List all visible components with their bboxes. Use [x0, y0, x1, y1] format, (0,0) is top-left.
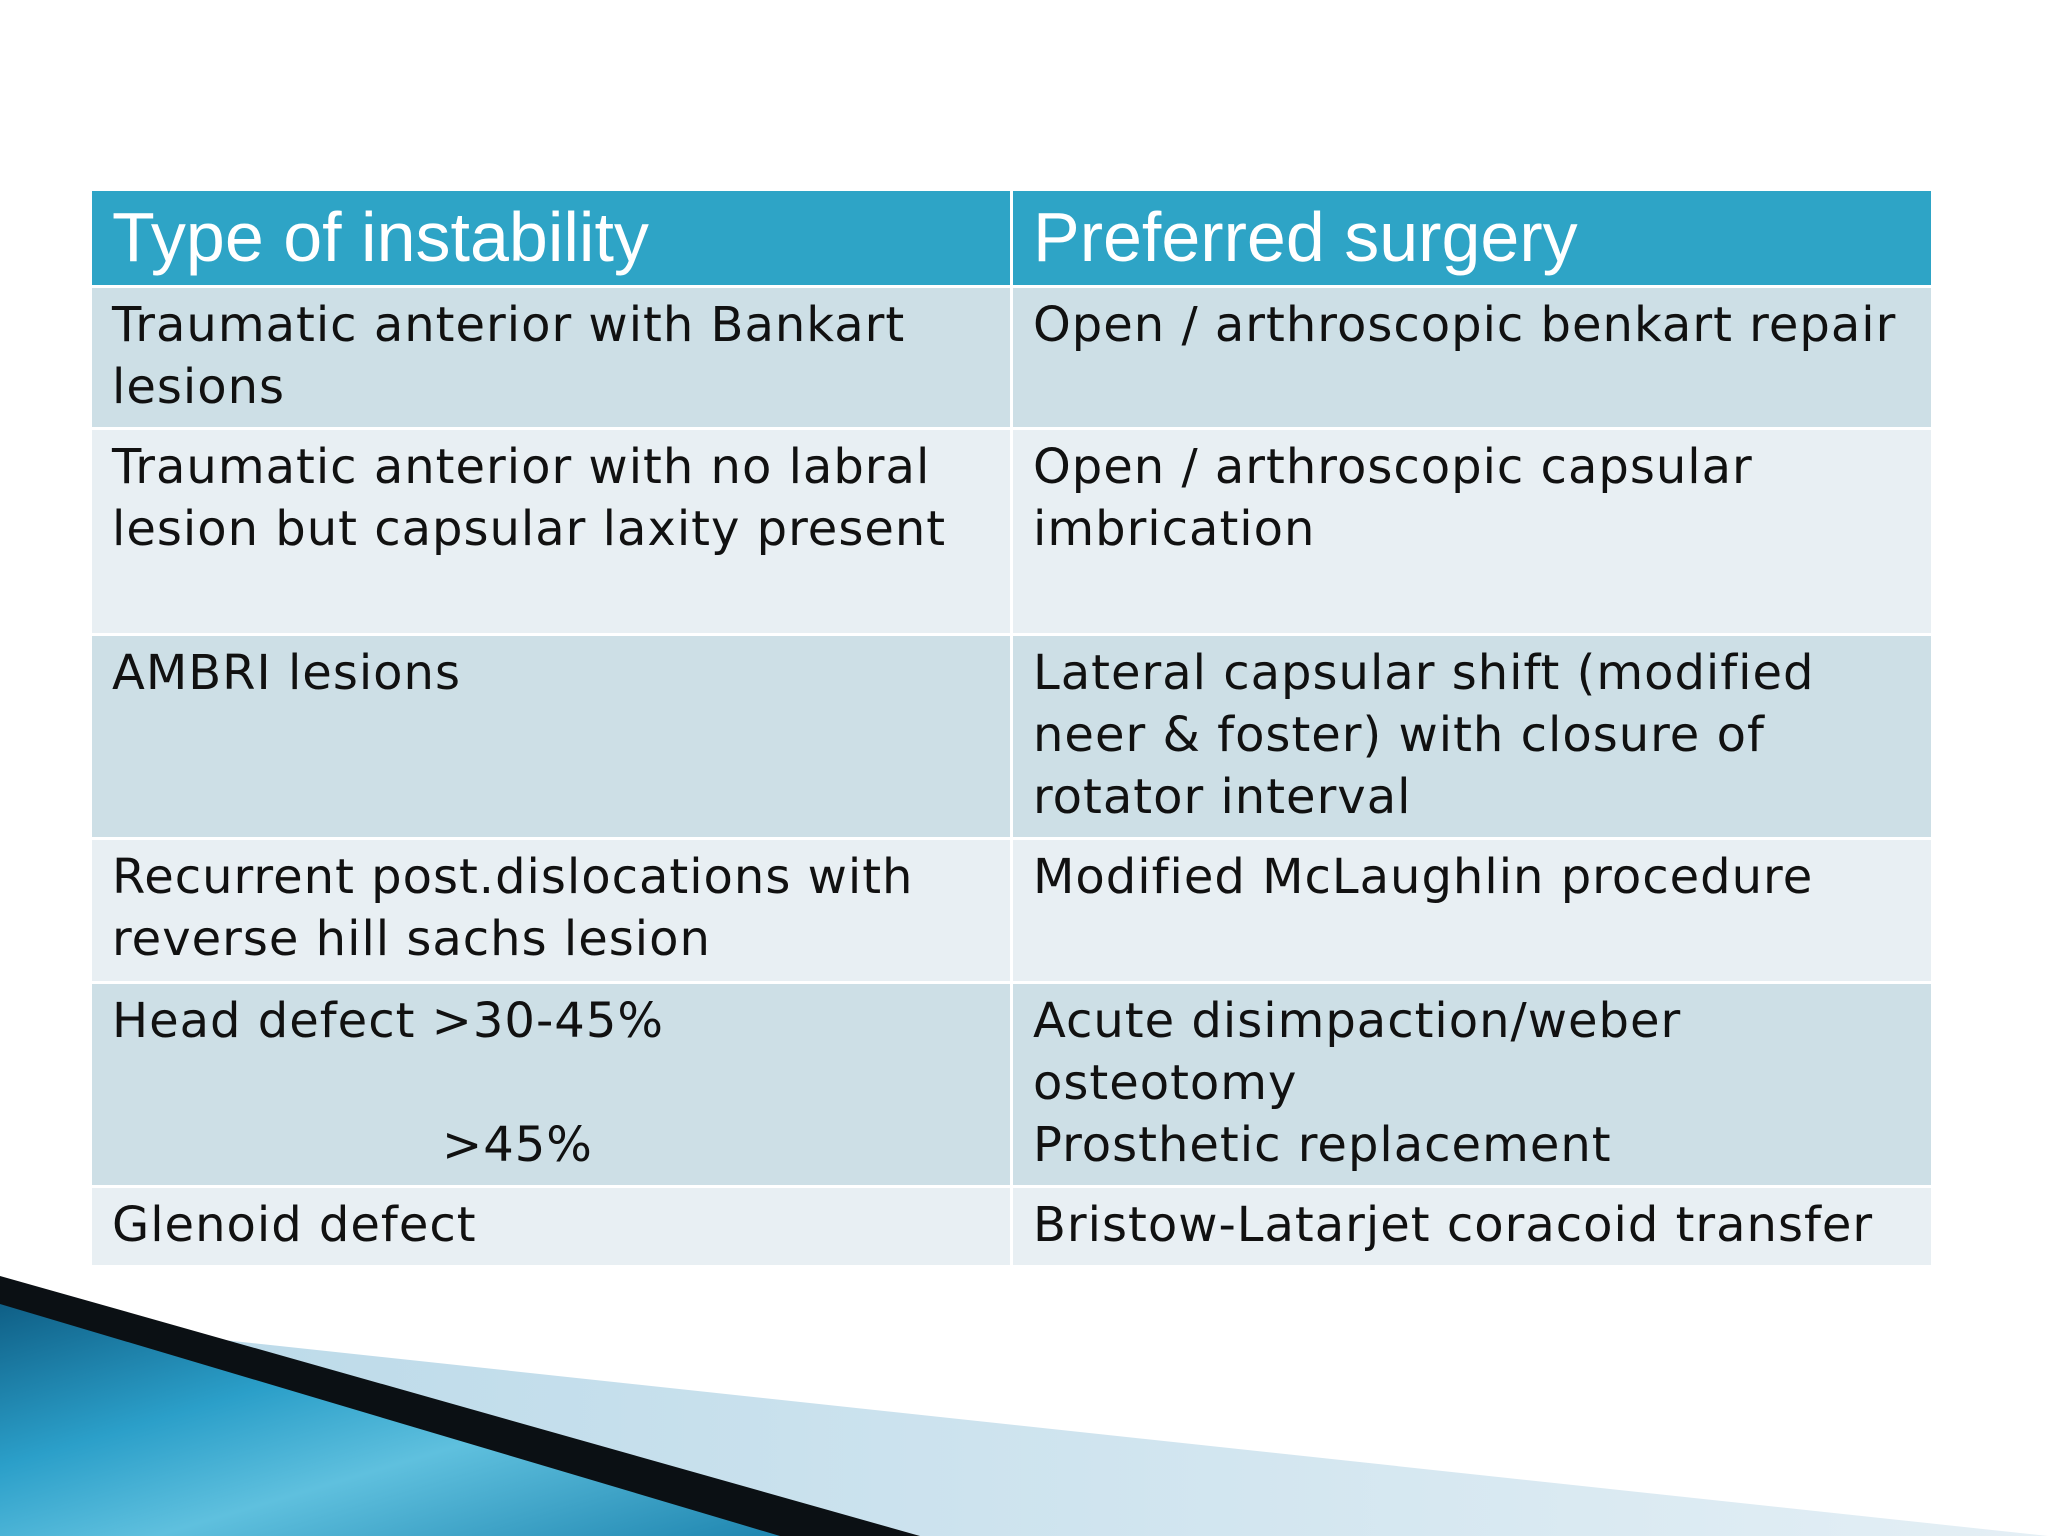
- table-row: [91, 1187, 1933, 1267]
- cell-instability-type: Glenoid defect: [91, 1187, 1012, 1267]
- cell-instability-type: Traumatic anterior with Bankart lesions: [91, 287, 1012, 429]
- head-defect-spacer: [112, 1052, 990, 1114]
- table-row: [91, 287, 1933, 429]
- cell-preferred-surgery: Lateral capsular shift (modified neer & foster) with closure of rotator interval: [1012, 635, 1933, 839]
- cell-preferred-surgery: Open / arthroscopic capsular imbrication: [1012, 429, 1933, 635]
- table-row: [91, 429, 1933, 635]
- cell-instability-type: Traumatic anterior with no labral lesion but capsular laxity present: [91, 429, 1012, 635]
- table-row: [91, 983, 1933, 1187]
- table-row: [91, 635, 1933, 839]
- cell-preferred-surgery: Open / arthroscopic benkart repair: [1012, 287, 1933, 429]
- cell-instability-type: AMBRI lesions: [91, 635, 1012, 839]
- cell-preferred-surgery: Bristow-Latarjet coracoid transfer: [1012, 1187, 1933, 1267]
- cell-instability-type: Recurrent post.dislocations with reverse hill sachs lesion: [91, 839, 1012, 983]
- instability-surgery-table: [89, 188, 1934, 1268]
- cell-preferred-surgery: Modified McLaughlin procedure: [1012, 839, 1933, 983]
- instability-table-container: [89, 188, 1931, 1268]
- header-preferred-surgery: Preferred surgery: [1012, 190, 1933, 287]
- decorative-wedge-graphic: [0, 1276, 2048, 1536]
- surgery-line-2: Prosthetic replacement: [1033, 1117, 1612, 1173]
- surgery-line-1: Acute disimpaction/weber osteotomy: [1033, 993, 1682, 1111]
- head-defect-line-2: >45%: [442, 1117, 593, 1173]
- header-type-of-instability: Type of instability: [91, 190, 1012, 287]
- head-defect-line-1: Head defect >30-45%: [112, 993, 664, 1049]
- cell-instability-type: [91, 983, 1012, 1187]
- table-header-row: [91, 190, 1933, 287]
- table-row: [91, 839, 1933, 983]
- cell-preferred-surgery: [1012, 983, 1933, 1187]
